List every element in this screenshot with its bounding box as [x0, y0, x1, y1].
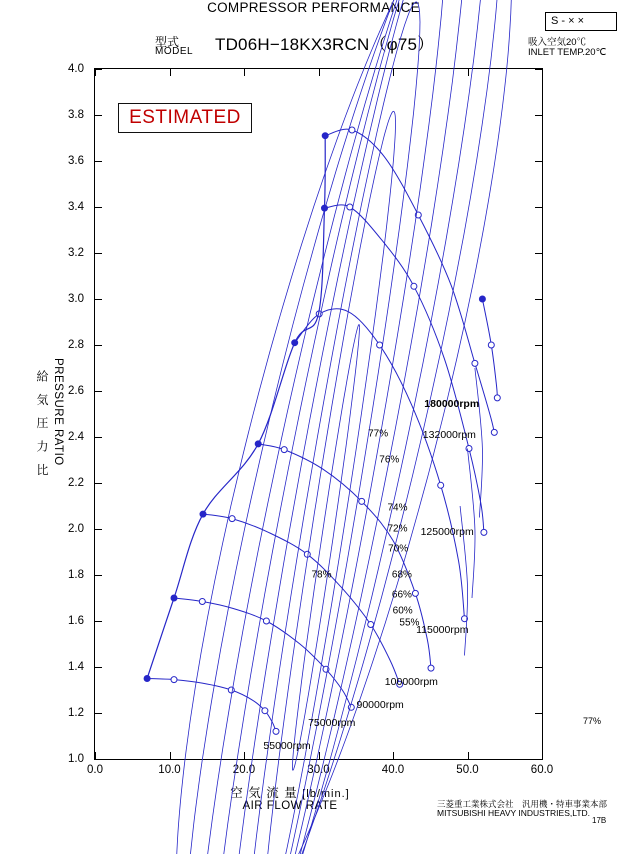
speed-curve-132000rpm [325, 129, 494, 432]
inlet-temp-en: INLET TEMP.20℃ [528, 47, 607, 58]
speed-label-75000rpm: 75000rpm [308, 717, 356, 730]
choke-point-55000rpm [273, 728, 279, 734]
efficiency-label-66: 66% [391, 589, 412, 600]
y-tick-label: 2.8 [68, 339, 84, 351]
efficiency-label-76: 76% [379, 454, 400, 466]
x-axis-title-unit: [lb/min.] [302, 788, 350, 800]
y-tick-label: 3.8 [68, 109, 84, 121]
choke-point-180000rpm [494, 395, 500, 401]
curve-marker [411, 283, 417, 289]
efficiency-label-77: 77% [368, 428, 389, 440]
speed-label-125000rpm: 125000rpm [420, 526, 474, 539]
x-tick-label: 20.0 [232, 764, 256, 776]
curve-marker [262, 708, 268, 714]
curve-marker [488, 342, 494, 348]
speed-label-90000rpm: 90000rpm [356, 698, 404, 711]
x-axis-title-en: AIR FLOW RATE [242, 800, 338, 812]
y-tick-label: 4.0 [68, 63, 84, 75]
x-tick-label: 30.0 [307, 764, 330, 776]
model-value: TD06H−18KX3RCN（φ75） [215, 35, 435, 54]
x-tick-label: 50.0 [456, 764, 479, 776]
y-tick-label: 3.4 [68, 201, 84, 213]
x-tick-top [542, 69, 543, 76]
x-tick-label: 40.0 [381, 764, 405, 776]
curve-marker [263, 618, 269, 624]
efficiency-label-68: 68% [391, 569, 412, 581]
y-tick-label: 3.0 [68, 293, 84, 305]
x-tick-label: 0.0 [87, 764, 103, 776]
manufacturer-credit-en: MITSUBISHI HEAVY INDUSTRIES,LTD. [437, 808, 591, 818]
curve-marker [466, 446, 472, 452]
y-tick-label: 2.4 [68, 431, 84, 443]
x-tick-label: 10.0 [158, 764, 181, 776]
y-tick [95, 759, 102, 760]
corner-efficiency-label: 77% [583, 716, 602, 726]
y-tick-right [535, 759, 542, 760]
y-axis-title-en: PRESSURE RATIO [52, 358, 64, 466]
inlet-temp-kanji: 吸入空気20℃ [528, 37, 587, 48]
y-tick-label: 2.6 [68, 385, 84, 397]
curve-marker [377, 342, 383, 348]
spec-code-text: S - × × [551, 15, 585, 27]
curve-marker [412, 590, 418, 596]
model-label-en: MODEL [155, 46, 194, 57]
choke-point-100000rpm [428, 665, 434, 671]
curve-marker [228, 687, 234, 693]
curve-marker [368, 622, 374, 628]
curve-marker [438, 482, 444, 488]
efficiency-label-55: 55% [399, 617, 420, 629]
y-tick-label: 1.0 [68, 753, 84, 765]
performance-curves [95, 69, 542, 759]
y-tick-label: 1.6 [68, 615, 84, 627]
y-axis-title-kanji: 給 気 圧 力 比 [35, 370, 49, 480]
y-tick-label: 2.2 [68, 477, 84, 489]
speed-curve-55000rpm [147, 679, 276, 732]
manufacturer-credit-kanji: 三菱重工業株式会社 汎用機・特車事業本部 [437, 799, 608, 809]
choke-point-132000rpm [491, 429, 497, 435]
x-axis-title-kanji-text: 空 気 流 量 [230, 786, 298, 800]
eff-tail-0 [475, 368, 483, 518]
y-tick-label: 1.8 [68, 569, 84, 581]
page-title: COMPRESSOR PERFORMANCE [207, 0, 420, 15]
curve-marker [347, 204, 353, 210]
curve-marker [199, 599, 205, 605]
surge-point-180000rpm [479, 296, 485, 302]
efficiency-label-70: 70% [388, 543, 409, 555]
curve-marker [472, 360, 478, 366]
model-label-kanji: 型式 [155, 35, 180, 49]
curve-marker [229, 516, 235, 522]
speed-curve-100000rpm [258, 444, 431, 668]
y-tick-label: 1.4 [68, 661, 84, 673]
curve-marker [304, 551, 310, 557]
y-tick-label: 2.0 [68, 523, 84, 535]
y-tick-label: 3.2 [68, 247, 84, 259]
speed-label-55000rpm: 55000rpm [263, 740, 311, 753]
surge-line [147, 136, 325, 679]
speed-label-100000rpm: 100000rpm [384, 676, 438, 688]
y-tick-label: 3.6 [68, 155, 84, 167]
speed-label-180000rpm: 180000rpm [424, 397, 480, 410]
speed-label-115000rpm: 115000rpm [416, 624, 469, 637]
efficiency-label-72: 72% [387, 523, 408, 535]
spec-code-box [545, 12, 617, 31]
efficiency-label-74: 74% [387, 502, 408, 514]
x-tick [542, 752, 543, 759]
curve-marker [171, 677, 177, 683]
choke-point-125000rpm [481, 529, 487, 535]
plot-area [68, 63, 554, 776]
estimated-stamp-text: ESTIMATED [129, 107, 241, 128]
speed-label-132000rpm: 132000rpm [422, 428, 476, 441]
x-tick-label: 60.0 [530, 764, 554, 776]
efficiency-label-78: 78% [311, 569, 332, 581]
speed-curve-180000rpm [482, 299, 497, 398]
efficiency-label-60: 60% [392, 605, 413, 617]
curve-marker [349, 127, 355, 133]
curve-marker [359, 498, 365, 504]
y-tick-label: 1.2 [68, 707, 84, 719]
drawing-number: 17B [592, 816, 607, 825]
curve-marker [281, 447, 287, 453]
